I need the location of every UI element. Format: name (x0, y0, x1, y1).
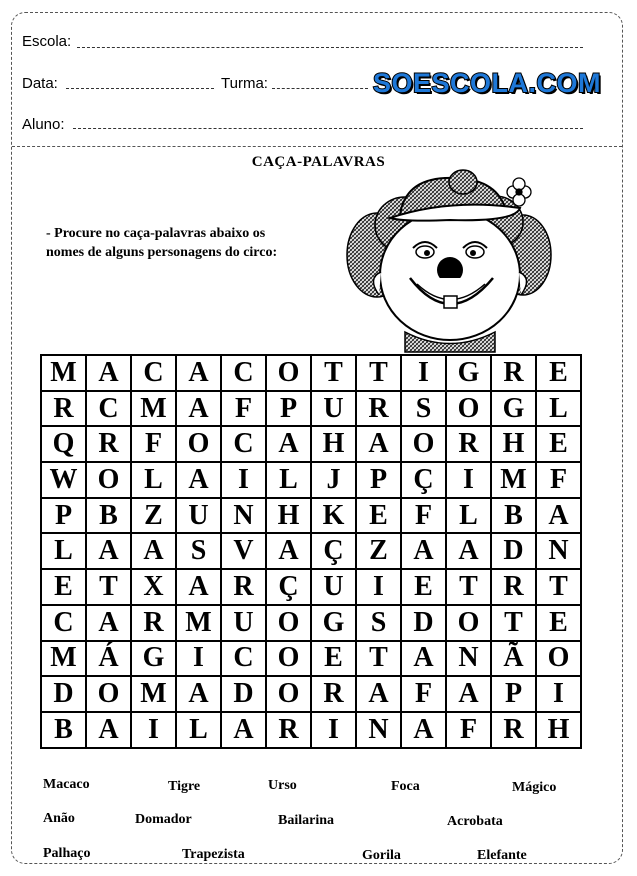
grid-cell[interactable]: U (176, 498, 221, 534)
grid-cell[interactable]: O (266, 605, 311, 641)
grid-cell[interactable]: A (176, 462, 221, 498)
grid-cell[interactable]: Ç (401, 462, 446, 498)
grid-cell[interactable]: S (356, 605, 401, 641)
word-list-item: Trapezista (182, 847, 245, 862)
grid-cell[interactable]: Ã (491, 641, 536, 677)
word-list-item: Macaco (43, 777, 90, 792)
grid-cell[interactable]: R (266, 712, 311, 748)
word-list-item: Domador (135, 812, 192, 827)
grid-cell[interactable]: H (311, 426, 356, 462)
grid-cell[interactable]: L (446, 498, 491, 534)
grid-cell[interactable]: M (491, 462, 536, 498)
grid-cell[interactable]: M (41, 641, 86, 677)
grid-cell[interactable]: E (41, 569, 86, 605)
grid-cell[interactable]: R (491, 355, 536, 391)
page-title: CAÇA-PALAVRAS (251, 154, 386, 170)
grid-cell[interactable]: A (401, 533, 446, 569)
grid-row (41, 712, 581, 748)
grid-cell[interactable]: R (311, 676, 356, 712)
grid-cell[interactable]: M (176, 605, 221, 641)
grid-cell[interactable]: A (86, 712, 131, 748)
grid-cell[interactable]: I (446, 462, 491, 498)
data-label: Data: (22, 75, 58, 92)
instructions-line-2: nomes de alguns personagens do circo: (46, 245, 278, 260)
grid-cell[interactable]: A (356, 426, 401, 462)
grid-cell[interactable]: R (491, 712, 536, 748)
grid-cell[interactable]: C (86, 391, 131, 427)
grid-cell[interactable]: E (536, 605, 581, 641)
grid-cell[interactable]: O (86, 462, 131, 498)
grid-cell[interactable]: G (311, 605, 356, 641)
grid-cell[interactable]: O (86, 676, 131, 712)
grid-cell[interactable]: P (356, 462, 401, 498)
grid-cell[interactable]: L (266, 462, 311, 498)
grid-row (41, 605, 581, 641)
word-list-item: Palhaço (43, 846, 91, 861)
grid-cell[interactable]: I (221, 462, 266, 498)
grid-cell[interactable]: G (491, 391, 536, 427)
grid-cell[interactable]: T (356, 355, 401, 391)
grid-cell[interactable]: Ç (266, 569, 311, 605)
grid-cell[interactable]: C (41, 605, 86, 641)
grid-cell[interactable]: C (131, 355, 176, 391)
grid-cell[interactable]: G (131, 641, 176, 677)
grid-cell[interactable]: C (221, 641, 266, 677)
grid-cell[interactable]: U (221, 605, 266, 641)
grid-cell[interactable]: Á (86, 641, 131, 677)
site-logo: SOESCOLA.COM (373, 68, 602, 98)
grid-cell[interactable]: Z (356, 533, 401, 569)
grid-cell[interactable]: A (446, 676, 491, 712)
word-list-item: Acrobata (447, 814, 503, 829)
grid-cell[interactable]: E (401, 569, 446, 605)
turma-field[interactable] (272, 88, 368, 89)
grid-cell[interactable]: P (41, 498, 86, 534)
grid-cell[interactable]: D (491, 533, 536, 569)
grid-cell[interactable]: W (41, 462, 86, 498)
grid-cell[interactable]: H (491, 426, 536, 462)
grid-cell[interactable]: E (356, 498, 401, 534)
grid-cell[interactable]: A (176, 355, 221, 391)
grid-cell[interactable]: A (356, 676, 401, 712)
grid-row (41, 533, 581, 569)
escola-field[interactable] (77, 47, 583, 48)
grid-cell[interactable]: O (266, 641, 311, 677)
escola-label: Escola: (22, 33, 72, 50)
grid-cell[interactable]: T (446, 569, 491, 605)
grid-cell[interactable]: D (221, 676, 266, 712)
grid-cell[interactable]: L (536, 391, 581, 427)
grid-cell[interactable]: R (491, 569, 536, 605)
grid-cell[interactable]: O (266, 355, 311, 391)
grid-cell[interactable]: C (221, 355, 266, 391)
grid-cell[interactable]: F (221, 391, 266, 427)
grid-cell[interactable]: A (176, 676, 221, 712)
grid-cell[interactable]: P (266, 391, 311, 427)
grid-cell[interactable]: A (86, 355, 131, 391)
grid-cell[interactable]: Q (41, 426, 86, 462)
grid-row (41, 462, 581, 498)
grid-cell[interactable]: J (311, 462, 356, 498)
grid-cell[interactable]: A (86, 605, 131, 641)
grid-cell[interactable]: F (131, 426, 176, 462)
grid-cell[interactable]: T (311, 355, 356, 391)
grid-row (41, 355, 581, 391)
grid-cell[interactable]: R (446, 426, 491, 462)
grid-cell[interactable]: S (401, 391, 446, 427)
clown-illustration-icon (345, 160, 555, 355)
grid-cell[interactable]: H (266, 498, 311, 534)
grid-cell[interactable]: A (266, 426, 311, 462)
grid-cell[interactable]: A (86, 533, 131, 569)
grid-cell[interactable]: I (401, 355, 446, 391)
word-list-item: Bailarina (278, 813, 335, 828)
data-field[interactable] (66, 88, 214, 89)
grid-cell[interactable]: U (311, 569, 356, 605)
grid-cell[interactable]: A (266, 533, 311, 569)
grid-cell[interactable]: I (311, 712, 356, 748)
grid-row (41, 641, 581, 677)
grid-cell[interactable]: R (221, 569, 266, 605)
grid-cell[interactable]: X (131, 569, 176, 605)
word-list-item: Mágico (512, 780, 557, 795)
grid-cell[interactable]: L (131, 462, 176, 498)
grid-cell[interactable]: I (536, 676, 581, 712)
grid-cell[interactable]: A (176, 391, 221, 427)
grid-cell[interactable]: T (356, 641, 401, 677)
grid-cell[interactable]: D (401, 605, 446, 641)
grid-cell[interactable]: B (41, 712, 86, 748)
grid-cell[interactable]: A (401, 712, 446, 748)
word-list-item: Tigre (168, 779, 201, 794)
grid-cell[interactable]: L (41, 533, 86, 569)
grid-cell[interactable]: O (446, 605, 491, 641)
grid-cell[interactable]: R (356, 391, 401, 427)
turma-label: Turma: (221, 75, 268, 92)
word-list-item: Elefante (477, 848, 527, 863)
grid-cell[interactable]: T (86, 569, 131, 605)
grid-cell[interactable]: H (536, 712, 581, 748)
word-list-item: Urso (268, 778, 297, 793)
grid-cell[interactable]: E (311, 641, 356, 677)
grid-cell[interactable]: V (221, 533, 266, 569)
grid-cell[interactable]: F (401, 498, 446, 534)
instructions (46, 224, 336, 262)
grid-cell[interactable]: O (266, 676, 311, 712)
grid-cell[interactable]: E (536, 355, 581, 391)
grid-cell[interactable]: F (446, 712, 491, 748)
grid-cell[interactable]: N (446, 641, 491, 677)
grid-cell[interactable]: A (536, 498, 581, 534)
grid-cell[interactable]: P (491, 676, 536, 712)
grid-row (41, 426, 581, 462)
grid-cell[interactable]: U (311, 391, 356, 427)
instructions-line-1: - Procure no caça-palavras abaixo os (46, 226, 266, 241)
grid-cell[interactable]: Ç (311, 533, 356, 569)
grid-cell[interactable]: A (221, 712, 266, 748)
aluno-field[interactable] (73, 128, 583, 129)
word-list-item: Gorila (362, 848, 401, 863)
grid-cell[interactable]: O (536, 641, 581, 677)
grid-cell[interactable]: O (176, 426, 221, 462)
grid-row (41, 569, 581, 605)
grid-cell[interactable]: S (176, 533, 221, 569)
word-list-item: Anão (43, 811, 75, 826)
grid-cell[interactable]: F (536, 462, 581, 498)
grid-cell[interactable]: N (536, 533, 581, 569)
grid-cell[interactable]: N (356, 712, 401, 748)
grid-cell[interactable]: C (221, 426, 266, 462)
grid-cell[interactable]: F (401, 676, 446, 712)
grid-cell[interactable]: R (131, 605, 176, 641)
grid-row (41, 391, 581, 427)
grid-cell[interactable]: R (41, 391, 86, 427)
aluno-label: Aluno: (22, 116, 65, 133)
grid-cell[interactable]: T (491, 605, 536, 641)
grid-cell[interactable]: M (131, 391, 176, 427)
grid-cell[interactable]: D (41, 676, 86, 712)
word-list-item: Foca (391, 779, 420, 794)
header-divider (12, 146, 622, 147)
grid-cell[interactable]: M (41, 355, 86, 391)
grid-cell[interactable]: B (86, 498, 131, 534)
grid-cell[interactable]: B (491, 498, 536, 534)
grid-cell[interactable]: Z (131, 498, 176, 534)
grid-cell[interactable]: O (446, 391, 491, 427)
grid-cell[interactable]: A (446, 533, 491, 569)
grid-cell[interactable]: I (356, 569, 401, 605)
grid-cell[interactable]: A (176, 569, 221, 605)
grid-cell[interactable]: A (131, 533, 176, 569)
grid-cell[interactable]: N (221, 498, 266, 534)
grid-row (41, 498, 581, 534)
grid-cell[interactable]: I (176, 641, 221, 677)
grid-cell[interactable]: L (176, 712, 221, 748)
grid-cell[interactable]: M (131, 676, 176, 712)
grid-cell[interactable]: G (446, 355, 491, 391)
grid-cell[interactable]: T (536, 569, 581, 605)
grid-cell[interactable]: O (401, 426, 446, 462)
grid-cell[interactable]: E (536, 426, 581, 462)
grid-row (41, 676, 581, 712)
word-search-grid (40, 354, 582, 749)
grid-cell[interactable]: K (311, 498, 356, 534)
grid-cell[interactable]: A (401, 641, 446, 677)
grid-cell[interactable]: I (131, 712, 176, 748)
grid-cell[interactable]: R (86, 426, 131, 462)
